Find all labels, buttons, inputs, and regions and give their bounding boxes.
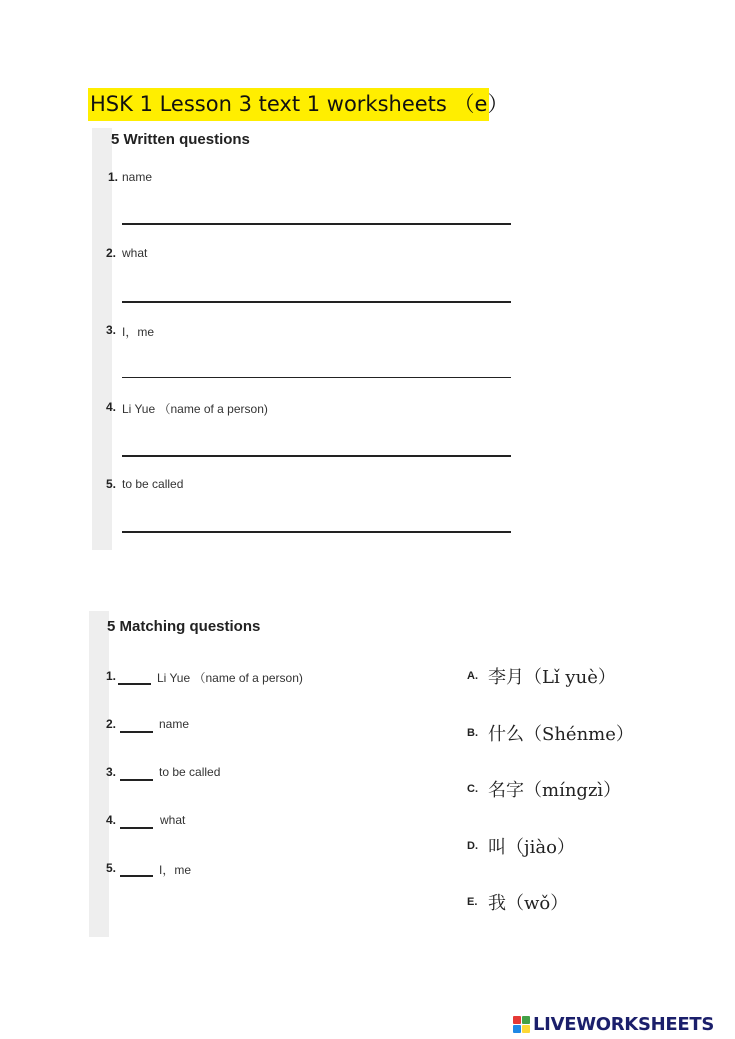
written-q1-number: 1.	[108, 170, 119, 184]
matching-q1-answer-blank[interactable]	[118, 683, 151, 685]
option-d-text[interactable]: 叫（jiào）	[488, 837, 575, 858]
matching-q2-answer-blank[interactable]	[120, 731, 153, 733]
matching-q1-text: Li Yue （name of a person)	[157, 671, 303, 685]
liveworksheets-logo	[513, 1014, 714, 1034]
logo-square-green	[522, 1016, 530, 1024]
option-c-text[interactable]: 名字（míngzì）	[488, 780, 622, 801]
written-q2-text: what	[122, 246, 148, 260]
written-q3-answer-field[interactable]	[122, 377, 511, 378]
liveworksheets-logo-icon	[513, 1016, 530, 1033]
written-q4-number: 4.	[106, 400, 117, 414]
written-section-heading: 5 Written questions	[111, 131, 250, 148]
worksheet-title: HSK 1 Lesson 3 text 1 worksheets （e）	[88, 88, 489, 121]
written-q5-text: to be called	[122, 477, 184, 491]
option-a-text[interactable]: 李月（Lǐ yuè）	[488, 667, 616, 688]
option-c-letter: C.	[467, 783, 478, 795]
matching-q4-text: what	[160, 813, 186, 827]
written-q1-answer-field[interactable]	[122, 223, 511, 225]
matching-q4-number: 4.	[106, 813, 117, 827]
written-q2-answer-field[interactable]	[122, 301, 511, 303]
matching-q3-text: to be called	[159, 765, 221, 779]
matching-q3-answer-blank[interactable]	[120, 779, 153, 781]
matching-section-heading: 5 Matching questions	[107, 618, 261, 635]
written-q2-number: 2.	[106, 246, 117, 260]
option-b-text[interactable]: 什么（Shénme）	[488, 724, 634, 745]
option-b-letter: B.	[467, 727, 478, 739]
matching-q5-answer-blank[interactable]	[120, 875, 153, 877]
written-q5-answer-field[interactable]	[122, 531, 511, 533]
written-q3-number: 3.	[106, 323, 117, 337]
option-d-letter: D.	[467, 840, 478, 852]
matching-q4-answer-blank[interactable]	[120, 827, 153, 829]
matching-q2-text: name	[159, 717, 190, 731]
logo-square-yellow	[522, 1025, 530, 1033]
option-e-letter: E.	[467, 896, 478, 908]
matching-q3-number: 3.	[106, 765, 117, 779]
written-q3-text: I，me	[122, 325, 155, 339]
matching-q5-text: I，me	[159, 863, 192, 877]
logo-square-blue	[513, 1025, 521, 1033]
liveworksheets-logo-text: LIVEWORKSHEETS	[533, 1013, 715, 1035]
matching-q2-number: 2.	[106, 717, 117, 731]
written-q4-answer-field[interactable]	[122, 455, 511, 457]
option-a-letter: A.	[467, 670, 478, 682]
written-q1-text: name	[122, 170, 153, 184]
matching-q1-number: 1.	[106, 669, 117, 683]
written-q4-text: Li Yue （name of a person)	[122, 402, 268, 416]
logo-square-red	[513, 1016, 521, 1024]
matching-q5-number: 5.	[106, 861, 117, 875]
option-e-text[interactable]: 我（wǒ）	[488, 893, 569, 914]
written-q5-number: 5.	[106, 477, 117, 491]
